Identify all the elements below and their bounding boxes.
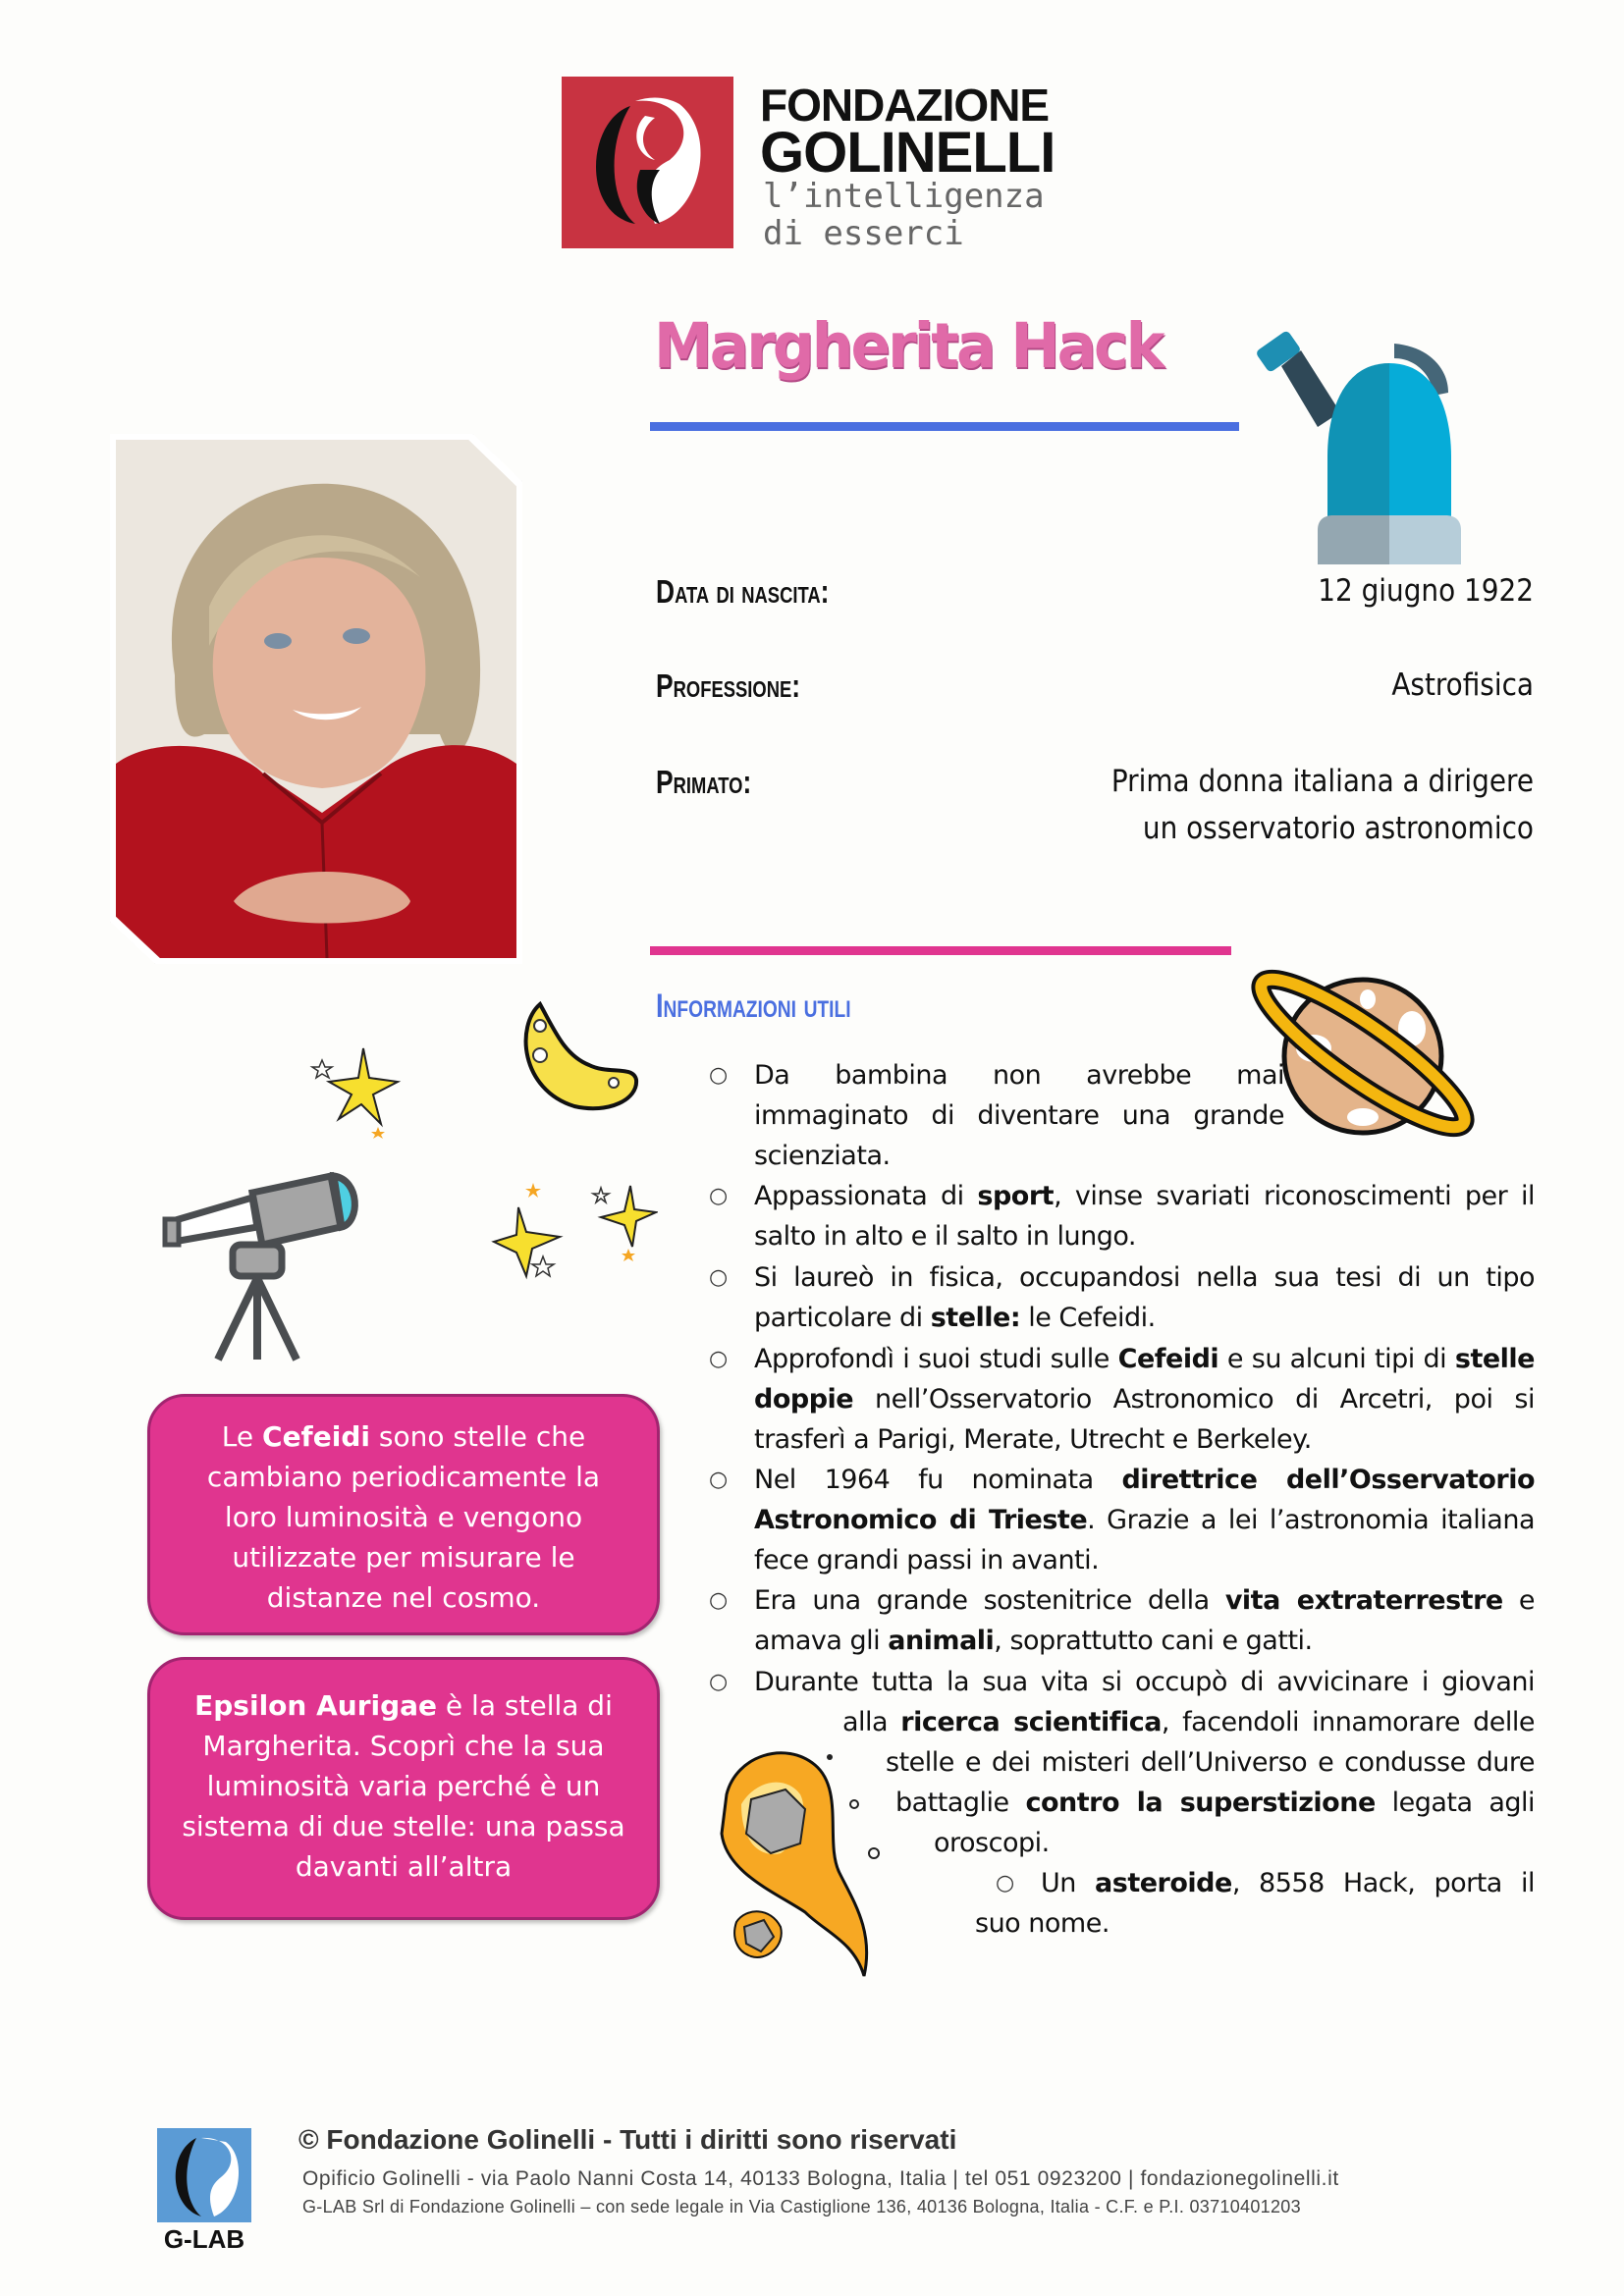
info-bullet bbox=[709, 1580, 1535, 1661]
bullet-line: Un asteroide, 8558 Hack, porta il bbox=[1041, 1868, 1535, 1898]
birth-date-label: Data di nascita: bbox=[656, 573, 830, 610]
bullet-text: Da bambina non avrebbe mai immaginato di diventare una grande scienziata. bbox=[754, 1060, 1284, 1171]
g-lab-logo bbox=[157, 2128, 251, 2254]
box-text: Epsilon Aurigae è la stella di Margherita. Scoprì che la sua luminosità varia perché è un sistema di due stelle: una passa davanti all’altra bbox=[182, 1689, 625, 1883]
bullet-line: stelle e dei misteri dell’Universo e condusse dure bbox=[886, 1747, 1535, 1778]
section-divider bbox=[650, 946, 1231, 955]
bullet-line: Durante tutta la sua vita si occupò di avvicinare i giovani bbox=[754, 1667, 1535, 1697]
emphasis-text: vita extraterrestre bbox=[1224, 1585, 1503, 1616]
epsilon-aurigae-info-box bbox=[147, 1657, 660, 1920]
record-value-line-2: un osservatorio astronomico bbox=[1142, 811, 1534, 846]
bullet-marker: ○ bbox=[709, 1265, 728, 1290]
bullet-line: alla ricerca scientifica, facendoli innamorare delle bbox=[842, 1707, 1535, 1737]
emphasis-text: animali bbox=[888, 1626, 995, 1656]
tagline-line-2: di esserci bbox=[763, 214, 964, 253]
golinelli-mark-icon bbox=[562, 77, 733, 248]
title-divider bbox=[650, 422, 1239, 431]
bullet-text: Nel 1964 fu nominata direttrice dell’Osservatorio Astronomico di Trieste. Grazie a lei l’astronomia italiana fece grandi passi in avanti. bbox=[754, 1465, 1535, 1575]
record-value bbox=[1111, 758, 1534, 852]
telescope-icon bbox=[159, 1168, 365, 1364]
emphasis-text: ricerca scientifica bbox=[900, 1707, 1162, 1737]
bullet-line: suo nome. bbox=[975, 1908, 1110, 1939]
emphasis-text: stelle: bbox=[930, 1303, 1021, 1333]
page-title: Margherita Hack bbox=[654, 310, 1163, 383]
bullet-line: oroscopi. bbox=[934, 1828, 1050, 1858]
bullet-line: battaglie contro la superstizione legata agli bbox=[895, 1788, 1536, 1818]
brand-line-1: FONDAZIONE bbox=[760, 80, 1050, 131]
fondazione-golinelli-logo bbox=[562, 77, 1072, 251]
bullet-text: Era una grande sostenitrice della vita extraterrestre e amava gli animali, soprattutto cani e gatti. bbox=[754, 1585, 1535, 1656]
emphasis-text: sport bbox=[977, 1181, 1055, 1211]
observatory-icon bbox=[1247, 319, 1502, 564]
profession-value: Astrofisica bbox=[1391, 667, 1534, 703]
tagline-line-1: l’intelligenza bbox=[763, 177, 1045, 216]
emphasis-text: contro la superstizione bbox=[1025, 1788, 1376, 1818]
bullet-marker: ○ bbox=[709, 1468, 728, 1492]
info-bullet bbox=[709, 1339, 1535, 1460]
emphasis-text: Epsilon Aurigae bbox=[194, 1689, 438, 1722]
bullet-text: Appassionata di sport, vinse svariati riconoscimenti per il salto in alto e il salto in lungo. bbox=[754, 1181, 1535, 1252]
info-bullet bbox=[709, 1257, 1535, 1338]
bullet-text: Si laureò in fisica, occupandosi nella sua tesi di un tipo particolare di stelle: le Cefeidi. bbox=[754, 1262, 1535, 1333]
emphasis-text: asteroide bbox=[1095, 1868, 1232, 1898]
stars-icon bbox=[489, 1178, 592, 1286]
asteroid-icon bbox=[707, 1735, 933, 1991]
bullet-marker: ○ bbox=[709, 1063, 728, 1088]
bullet-marker: ○ bbox=[996, 1871, 1014, 1896]
bullet-marker: ○ bbox=[709, 1588, 728, 1613]
box-text: Le Cefeidi sono stelle che cambiano periodicamente la loro luminosità e vengono utilizzate per misurare le distanze nel cosmo. bbox=[206, 1420, 601, 1614]
cepheids-info-box bbox=[147, 1394, 660, 1635]
stars-icon bbox=[304, 1041, 412, 1139]
profession-label: Professione: bbox=[656, 667, 801, 704]
emphasis-text: stelle doppie bbox=[754, 1344, 1535, 1415]
info-bullet bbox=[709, 1460, 1535, 1580]
stars-icon bbox=[589, 1178, 658, 1266]
emphasis-text: Cefeidi bbox=[1117, 1344, 1219, 1374]
portrait-image bbox=[116, 440, 516, 958]
info-bullet bbox=[709, 1055, 1284, 1176]
g-lab-label: G-LAB bbox=[163, 2224, 245, 2254]
portrait-photo bbox=[110, 434, 522, 964]
bullet-marker: ○ bbox=[709, 1670, 728, 1694]
emphasis-text: Cefeidi bbox=[262, 1420, 370, 1453]
emphasis-text: direttrice dell’Osservatorio Astronomico di Trieste bbox=[754, 1465, 1535, 1535]
g-lab-mark-icon bbox=[157, 2128, 251, 2222]
brand-line-2: GOLINELLI bbox=[760, 121, 1056, 185]
bullet-marker: ○ bbox=[709, 1347, 728, 1371]
record-value-line-1: Prima donna italiana a dirigere bbox=[1110, 764, 1534, 799]
footer-legal: G-LAB Srl di Fondazione Golinelli – con sede legale in Via Castiglione 136, 40136 Bologna, Italia - C.F. e P.I. 03710401203 bbox=[302, 2197, 1301, 2216]
info-bullet bbox=[709, 1176, 1535, 1256]
footer-address: Opificio Golinelli - via Paolo Nanni Costa 14, 40133 Bologna, Italia | tel 051 0923200 | fondazionegolinelli.it bbox=[302, 2167, 1339, 2190]
info-bullet bbox=[975, 1863, 1535, 1944]
moon-icon bbox=[511, 996, 643, 1114]
footer-copyright: © Fondazione Golinelli - Tutti i diritti sono riservati bbox=[298, 2124, 957, 2155]
bullet-marker: ○ bbox=[709, 1184, 728, 1208]
record-label: Primato: bbox=[656, 764, 752, 800]
birth-date-value: 12 giugno 1922 bbox=[1318, 573, 1534, 609]
bullet-text: Approfondì i suoi studi sulle Cefeidi e su alcuni tipi di stelle doppie nell’Osservatorio Astronomico di Arcetri, poi si trasferì a Parigi, Merate, Utrecht e Berkeley. bbox=[754, 1344, 1535, 1455]
info-heading: Informazioni utili bbox=[656, 988, 851, 1025]
